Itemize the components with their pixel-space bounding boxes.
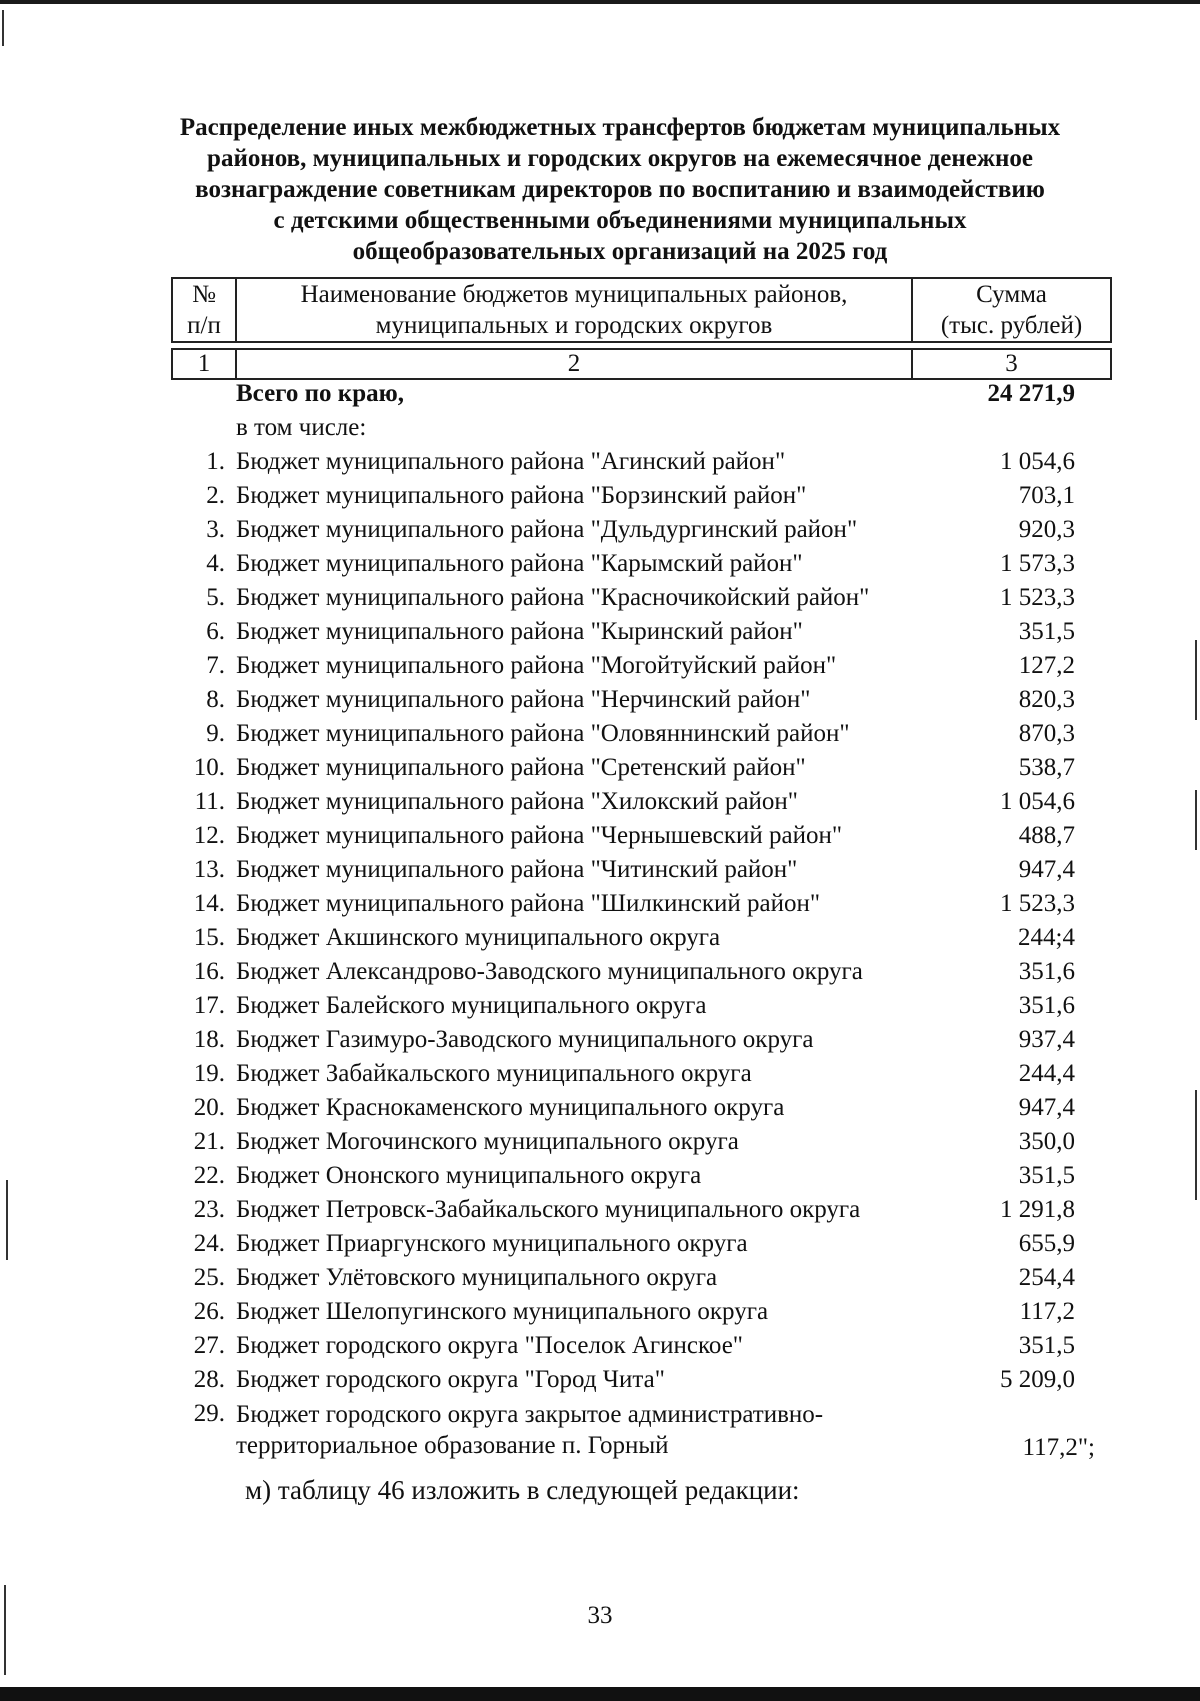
- total-row: [171, 377, 1125, 411]
- row-number: 4.: [206, 550, 225, 577]
- row-name: Бюджет городского округа "Город Чита": [236, 1366, 665, 1393]
- row-sum: 1 054,6: [1000, 448, 1075, 475]
- row-number: 29.: [193, 1400, 225, 1427]
- header-text: Сумма: [976, 281, 1047, 308]
- row-name: Бюджет городского округа "Поселок Агинское": [236, 1332, 743, 1359]
- row-sum: 1 523,3: [1000, 584, 1075, 611]
- row-sum: 1 291,8: [1000, 1196, 1075, 1223]
- table-row: [171, 1397, 1125, 1463]
- scan-edge-mark: [2, 10, 4, 46]
- row-name: Бюджет муниципального района "Кыринский район": [236, 618, 803, 645]
- row-name: [236, 1399, 823, 1461]
- total-label: Всего по краю,: [236, 380, 404, 407]
- row-sum: 254,4: [1018, 1264, 1075, 1291]
- row-number: 18.: [193, 1026, 225, 1053]
- table-row: [171, 1125, 1125, 1159]
- title-line: вознаграждение советникам директоров по воспитанию и взаимодействию: [195, 176, 1045, 203]
- row-number: 24.: [193, 1230, 225, 1257]
- scan-edge-mark: [4, 1585, 6, 1675]
- table-row: [171, 683, 1125, 717]
- row-number: 15.: [193, 924, 225, 951]
- table-row: [171, 717, 1125, 751]
- row-name: Бюджет Балейского муниципального округа: [236, 992, 707, 1019]
- table-row: [171, 547, 1125, 581]
- header-name-cell: [236, 278, 912, 342]
- row-sum: 127,2: [1018, 652, 1075, 679]
- table-row: [171, 1295, 1125, 1329]
- row-number: 10.: [193, 754, 225, 781]
- row-name: Бюджет муниципального района "Хилокский район": [236, 788, 799, 815]
- table-row: [171, 1023, 1125, 1057]
- row-name-line: Бюджет городского округа закрытое административно-: [236, 1401, 824, 1428]
- table-row: [171, 921, 1125, 955]
- row-number: 21.: [193, 1128, 225, 1155]
- row-sum: 351,6: [1018, 958, 1075, 985]
- row-sum: 947,4: [1018, 856, 1075, 883]
- table-row: [171, 887, 1125, 921]
- table-row: [171, 1227, 1125, 1261]
- row-name: Бюджет муниципального района "Борзинский район": [236, 482, 807, 509]
- row-name: Бюджет муниципального района "Агинский район": [236, 448, 786, 475]
- row-sum: 937,4: [1018, 1026, 1075, 1053]
- table-header: [171, 277, 1112, 380]
- budget-rows: [171, 445, 1125, 1397]
- row-number: 1.: [206, 448, 225, 475]
- row-number: 17.: [193, 992, 225, 1019]
- table-row: [171, 479, 1125, 513]
- row-sum: 351,5: [1018, 1162, 1075, 1189]
- row-number: 13.: [193, 856, 225, 883]
- row-sum: 244;4: [1018, 924, 1075, 951]
- header-text: (тыс. рублей): [940, 312, 1083, 339]
- row-sum: 1 054,6: [1000, 788, 1075, 815]
- table-row: [171, 751, 1125, 785]
- page-number: 33: [587, 1602, 613, 1629]
- row-name: Бюджет Шелопугинского муниципального округа: [236, 1298, 769, 1325]
- scan-edge-mark: [1195, 640, 1197, 720]
- row-number: 19.: [193, 1060, 225, 1087]
- header-text: муниципальных и городских округов: [375, 312, 773, 339]
- row-name: Бюджет Забайкальского муниципального округа: [236, 1060, 752, 1087]
- scan-edge-mark: [1195, 790, 1197, 850]
- row-name: Бюджет Краснокаменского муниципального округа: [236, 1094, 785, 1121]
- title-line: районов, муниципальных и городских округов на ежемесячное денежное: [207, 145, 1033, 172]
- header-sum-cell: [912, 278, 1111, 342]
- table-row: [171, 1329, 1125, 1363]
- table-row: [171, 989, 1125, 1023]
- row-number: 20.: [193, 1094, 225, 1121]
- row-number: 28.: [193, 1366, 225, 1393]
- table-body: [171, 377, 1125, 1463]
- closing-instruction: м) таблицу 46 изложить в следующей редакции:: [245, 1475, 800, 1505]
- row-name: Бюджет муниципального района "Читинский район": [236, 856, 798, 883]
- row-name: Бюджет Улётовского муниципального округа: [236, 1264, 718, 1291]
- row-sum: 1 523,3: [1000, 890, 1075, 917]
- table-row: [171, 581, 1125, 615]
- row-name: Бюджет муниципального района "Сретенский район": [236, 754, 806, 781]
- row-number: 11.: [194, 788, 225, 815]
- row-number: 7.: [206, 652, 225, 679]
- row-sum: 351,5: [1018, 1332, 1075, 1359]
- row-name: Бюджет Могочинского муниципального округа: [236, 1128, 739, 1155]
- table-row: [171, 1193, 1125, 1227]
- column-number: 3: [912, 349, 1111, 379]
- table-row: [171, 853, 1125, 887]
- header-number-cell: [172, 278, 236, 342]
- row-number: 2.: [206, 482, 225, 509]
- row-sum: 820,3: [1018, 686, 1075, 713]
- row-sum: 244,4: [1018, 1060, 1075, 1087]
- table-row: [171, 1363, 1125, 1397]
- row-number: 5.: [206, 584, 225, 611]
- row-number: 16.: [193, 958, 225, 985]
- row-number: 12.: [193, 822, 225, 849]
- title-line: Распределение иных межбюджетных трансфертов бюджетам муниципальных: [179, 114, 1061, 141]
- table-row: [171, 819, 1125, 853]
- scan-edge-mark: [1195, 1090, 1197, 1200]
- row-number: 8.: [206, 686, 225, 713]
- table-row: [171, 615, 1125, 649]
- row-sum: 1 573,3: [1000, 550, 1075, 577]
- row-name: Бюджет Петровск-Забайкальского муниципального округа: [236, 1196, 861, 1223]
- table-row: [171, 955, 1125, 989]
- header-text: п/п: [187, 312, 221, 339]
- subtotal-caption: в том числе:: [236, 414, 367, 441]
- row-name: Бюджет Акшинского муниципального округа: [236, 924, 721, 951]
- row-sum: 117,2";: [1022, 1434, 1095, 1461]
- row-name: Бюджет Ононского муниципального округа: [236, 1162, 702, 1189]
- row-sum: 5 209,0: [1000, 1366, 1075, 1393]
- row-name: Бюджет Александрово-Заводского муниципального округа: [236, 958, 863, 985]
- table-row: [171, 1057, 1125, 1091]
- title-line: с детскими общественными объединениями муниципальных: [273, 207, 967, 234]
- row-sum: 538,7: [1018, 754, 1075, 781]
- row-number: 25.: [193, 1264, 225, 1291]
- row-sum: 351,5: [1018, 618, 1075, 645]
- row-sum: 117,2: [1019, 1298, 1075, 1325]
- row-number: 14.: [193, 890, 225, 917]
- row-number: 22.: [193, 1162, 225, 1189]
- row-sum: 870,3: [1018, 720, 1075, 747]
- table-row: [171, 1091, 1125, 1125]
- scan-bottom-border: [0, 1687, 1200, 1701]
- row-sum: 350,0: [1018, 1128, 1075, 1155]
- row-name: Бюджет Приаргунского муниципального округа: [236, 1230, 748, 1257]
- row-sum: 703,1: [1018, 482, 1075, 509]
- row-number: 6.: [206, 618, 225, 645]
- row-name: Бюджет Газимуро-Заводского муниципального округа: [236, 1026, 814, 1053]
- column-number: 2: [236, 349, 912, 379]
- row-name: Бюджет муниципального района "Нерчинский район": [236, 686, 811, 713]
- scan-edge-mark: [6, 1180, 8, 1260]
- subtotal-caption-row: [171, 411, 1125, 445]
- total-sum: 24 271,9: [987, 380, 1075, 407]
- row-sum: 488,7: [1018, 822, 1075, 849]
- row-name: Бюджет муниципального района "Красночикойский район": [236, 584, 870, 611]
- row-number: 27.: [193, 1332, 225, 1359]
- row-number: 3.: [206, 516, 225, 543]
- row-sum: 655,9: [1018, 1230, 1075, 1257]
- scan-top-border: [0, 0, 1200, 4]
- row-name: Бюджет муниципального района "Дульдургинский район": [236, 516, 858, 543]
- row-name: Бюджет муниципального района "Чернышевский район": [236, 822, 843, 849]
- table-row: [171, 1159, 1125, 1193]
- table-row: [171, 649, 1125, 683]
- header-text: №: [192, 281, 216, 308]
- column-number: 1: [172, 349, 236, 379]
- row-sum: 920,3: [1018, 516, 1075, 543]
- title-line: общеобразовательных организаций на 2025 год: [352, 238, 888, 265]
- row-number: 9.: [206, 720, 225, 747]
- row-name-line: территориальное образование п. Горный: [236, 1432, 669, 1459]
- table-row: [171, 445, 1125, 479]
- table-row: [171, 785, 1125, 819]
- row-name: Бюджет муниципального района "Оловяннинский район": [236, 720, 850, 747]
- row-name: Бюджет муниципального района "Карымский район": [236, 550, 803, 577]
- row-sum: 351,6: [1018, 992, 1075, 1019]
- row-number: 26.: [193, 1298, 225, 1325]
- header-text: Наименование бюджетов муниципальных районов,: [300, 281, 848, 308]
- row-number: 23.: [193, 1196, 225, 1223]
- table-row: [171, 1261, 1125, 1295]
- row-name: Бюджет муниципального района "Шилкинский район": [236, 890, 821, 917]
- row-sum: 947,4: [1018, 1094, 1075, 1121]
- row-name: Бюджет муниципального района "Могойтуйский район": [236, 652, 837, 679]
- table-row: [171, 513, 1125, 547]
- document-title: [150, 112, 1090, 267]
